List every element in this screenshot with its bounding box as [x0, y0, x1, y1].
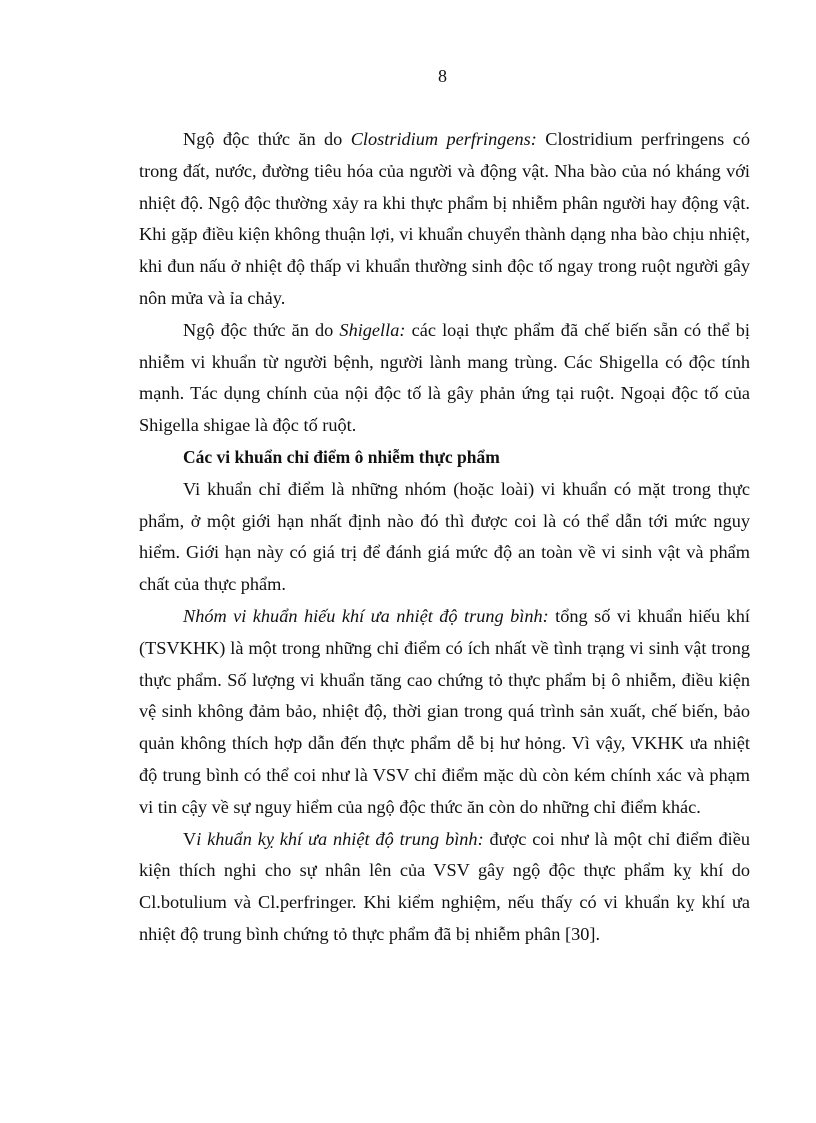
paragraph-text: Vi khuẩn chỉ điểm là những nhóm (hoặc loài) vi khuẩn có mặt trong thực phẩm, ở một giới hạn nhất định nào đó thì được coi là có thể dẫn tới mức nguy hiểm. Giới hạn này có giá trị để đánh giá mức độ an toàn về vi sinh vật và phẩm chất của thực phẩm. — [139, 478, 750, 595]
paragraph-italic-term: Nhóm vi khuẩn hiếu khí ưa nhiệt độ trung bình: — [183, 605, 549, 626]
paragraph-italic-term: Shigella: — [339, 319, 406, 340]
paragraph-clostridium — [139, 124, 750, 315]
section-heading: Các vi khuẩn chỉ điểm ô nhiễm thực phẩm — [183, 446, 500, 467]
paragraph-lead: V — [183, 828, 197, 849]
paragraph-italic-term: Clostridium perfringens: — [350, 129, 537, 149]
paragraph-aerobic-bacteria — [139, 601, 750, 824]
page-number: 8 — [438, 66, 447, 86]
paragraph-text: được coi như là một chỉ điểm điều kiện thích nghi cho sự nhân lên của VSV gây ngộ độc thực phẩm kỵ khí do Cl.botulium và Cl.perfringer. Khi kiểm nghiệm, nếu thấy có vi khuẩn kỵ khí ưa nhiệt độ trung bình chứng tỏ thực phẩm đã bị nhiễm phân [30]. — [139, 828, 750, 944]
paragraph-text: Clostridium perfringens có trong đất, nước, đường tiêu hóa của người và động vật. Nha bào của nó kháng với nhiệt độ. Ngộ độc thường xảy ra khi thực phẩm bị nhiễm phân người hay động vật. Khi gặp điều kiện không thuận lợi, vi khuẩn chuyển thành dạng nha bào chịu nhiệt, khi đun nấu ở nhiệt độ thấp vi khuẩn thường sinh độc tố ngay trong ruột người gây nôn mửa và ỉa chảy. — [139, 129, 750, 308]
paragraph-term: Ngộ độc thức ăn do — [183, 319, 340, 340]
paragraph-anaerobic-bacteria — [139, 824, 750, 951]
paragraph-text: tổng số vi khuẩn hiếu khí (TSVKHK) là một trong những chỉ điểm có ích nhất về tình trạng vi sinh vật trong thực phẩm. Số lượng vi khuẩn tăng cao chứng tỏ thực phẩm bị ô nhiễm, điều kiện vệ sinh không đảm bảo, nhiệt độ, thời gian trong quá trình sản xuất, chế biến, bảo quản không thích hợp dẫn đến thực phẩm dễ bị hư hỏng. Vì vậy, VKHK ưa nhiệt độ trung bình có thể coi như là VSV chỉ điểm mặc dù còn kém chính xác và phạm vi tin cậy về sự nguy hiểm của ngộ độc thức ăn còn do những chỉ điểm khác. — [139, 605, 750, 817]
paragraph-indicator-bacteria — [139, 474, 750, 601]
paragraph-shigella — [139, 315, 750, 442]
page-content — [139, 124, 750, 951]
paragraph-italic-term: i khuẩn kỵ khí ưa nhiệt độ trung bình: — [196, 828, 484, 849]
paragraph-text: các loại thực phẩm đã chế biến sẵn có thể bị nhiễm vi khuẩn từ người bệnh, người lành mang trùng. Các Shigella có độc tính mạnh. Tác dụng chính của nội độc tố là gây phản ứng tại ruột. Ngoại độc tố của Shigella shigae là độc tố ruột. — [139, 319, 750, 436]
paragraph-term: Ngộ độc thức ăn do — [183, 129, 351, 149]
